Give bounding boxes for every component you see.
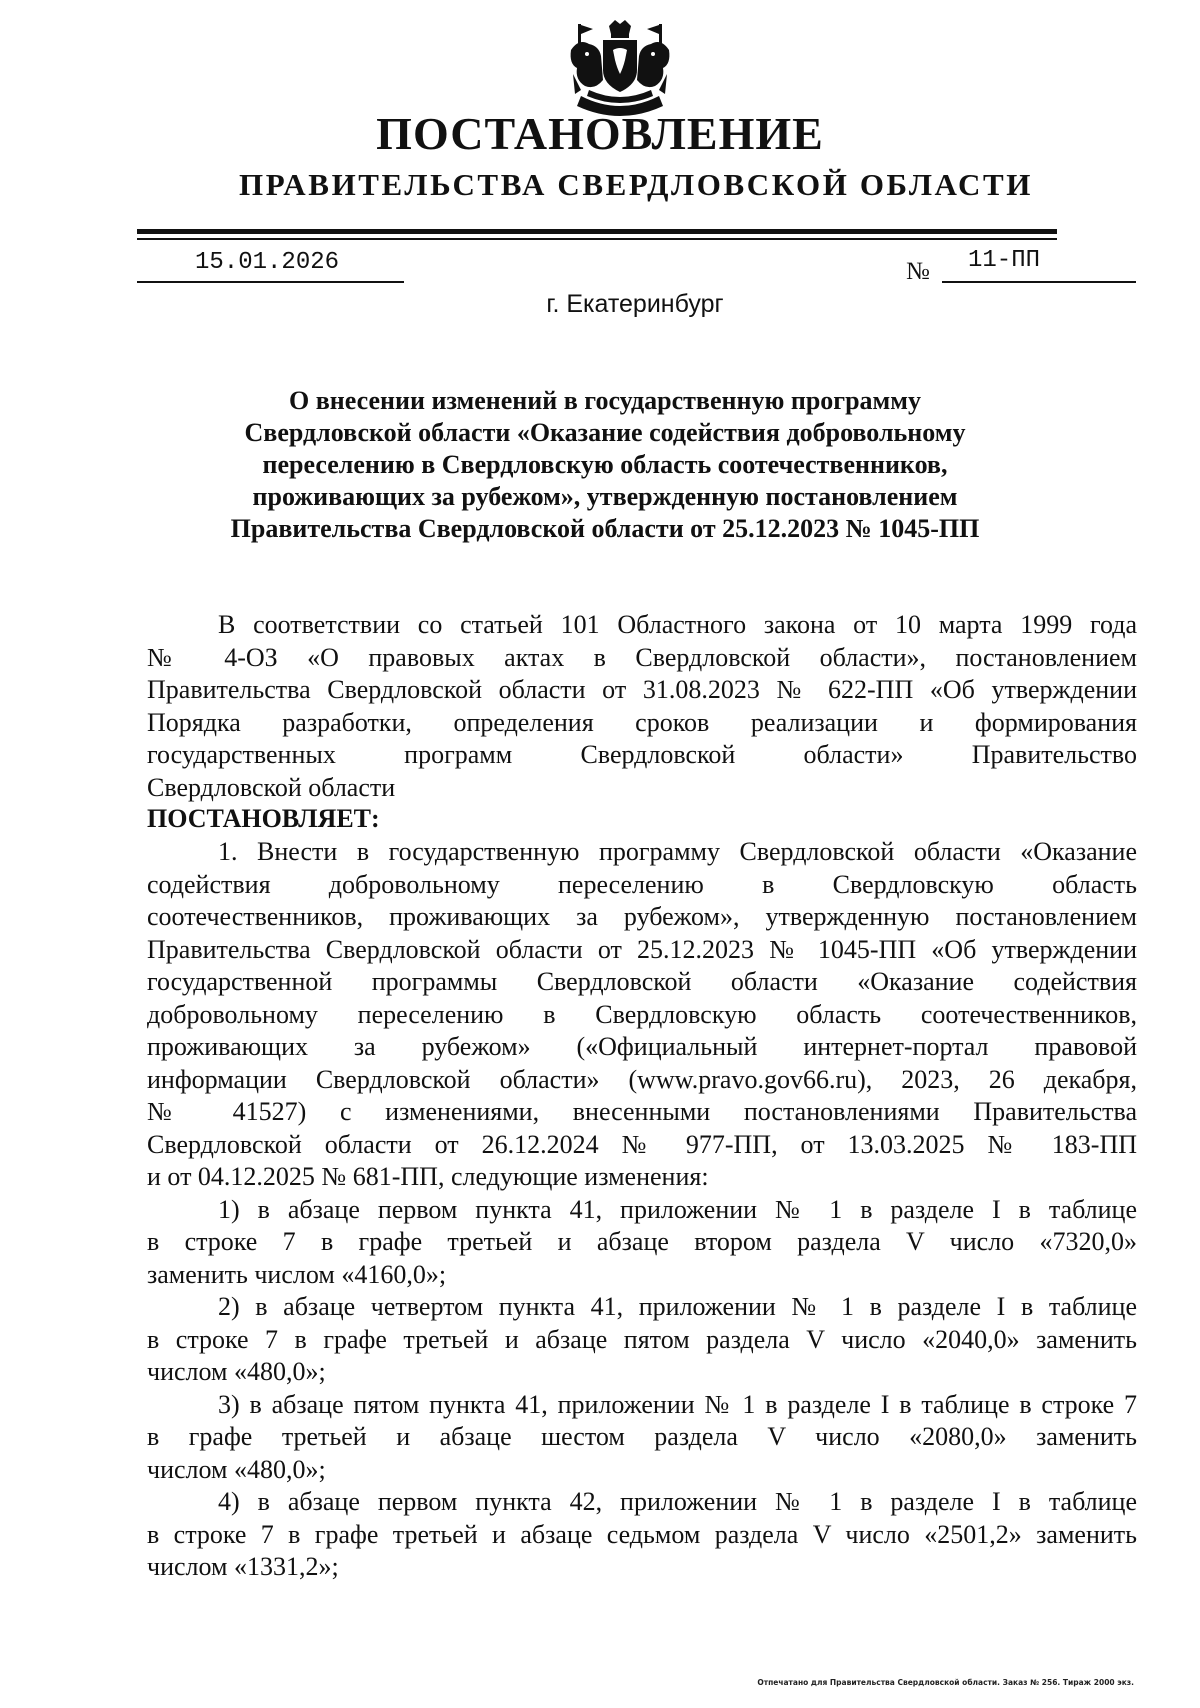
document-title-line: переселению в Свердловскую область соотечественников, — [262, 450, 948, 479]
decree-word: ПОСТАНОВЛЯЕТ: — [147, 804, 380, 833]
text-line: числом «1331,2»; — [147, 1552, 339, 1581]
text-line: в строке 7 в графе третьей и абзаце седьмом раздела V число «2501,2» заменить — [147, 1519, 1137, 1549]
print-footer: Отпечатано для Правительства Свердловской области. Заказ № 256. Тираж 2000 экз. — [757, 1678, 1134, 1687]
header-divider-thick — [137, 229, 1057, 234]
text-line: информации Свердловской области» (www.pravo.gov66.ru), 2023, 26 декабря, — [147, 1064, 1137, 1094]
text-line: Свердловской области — [147, 772, 396, 802]
document-number: 11-ПП — [968, 247, 1041, 274]
document-title-line: проживающих за рубежом», утвержденную постановлением — [252, 482, 958, 511]
text-line: в строке 7 в графе третьей и абзаце пятом раздела V число «2040,0» заменить — [147, 1324, 1137, 1354]
preamble-paragraph — [147, 609, 1137, 804]
list-item-2: 2) в абзаце четвертом пункта 41, приложении № 1 в разделе I в таблице — [218, 1292, 1137, 1321]
text-line: числом «480,0»; — [147, 1454, 326, 1484]
document-title-line: Свердловской области «Оказание содействия добровольному — [244, 418, 966, 447]
number-underline — [942, 281, 1136, 283]
text-line: государственных программ Свердловской области» Правительство — [147, 740, 1137, 769]
document-title-line: О внесении изменений в государственную программу — [289, 386, 921, 415]
text-line: в строке 7 в графе третьей и абзаце втором раздела V число «7320,0» — [147, 1227, 1137, 1256]
date-underline — [137, 281, 404, 283]
text-line: соотечественников, проживающих за рубежом», утвержденную постановлением — [147, 902, 1137, 931]
document-title-line: Правительства Свердловской области от 25.12.2023 № 1045-ПП — [230, 514, 980, 543]
text-line: Порядка разработки, определения сроков реализации и формирования — [147, 707, 1137, 737]
document-title — [230, 385, 980, 545]
document-type-title: ПОСТАНОВЛЕНИЕ — [376, 108, 824, 159]
text-line: Правительства Свердловской области от 25.12.2023 № 1045-ПП «Об утверждении — [147, 934, 1137, 964]
text-line: Правительства Свердловской области от 31.08.2023 № 622-ПП «Об утверждении — [147, 675, 1137, 704]
text-line: числом «480,0»; — [147, 1357, 326, 1386]
city-name: г. Екатеринбург — [546, 290, 724, 318]
text-line: № 4-ОЗ «О правовых актах в Свердловской области», постановлением — [147, 642, 1137, 672]
text-line: проживающих за рубежом» («Официальный интернет-портал правовой — [147, 1032, 1137, 1061]
text-line: заменить числом «4160,0»; — [147, 1259, 447, 1289]
text-line: добровольному переселению в Свердловскую область соотечественников, — [147, 999, 1137, 1029]
list-item-3: 3) в абзаце пятом пункта 41, приложении № 1 в разделе I в таблице в строке 7 — [218, 1389, 1137, 1419]
header-divider-thin — [137, 238, 1057, 240]
text-line: Свердловской области от 26.12.2024 № 977-ПП, от 13.03.2025 № 183-ПП — [147, 1129, 1137, 1159]
text-line: 1. Внести в государственную программу Свердловской области «Оказание — [218, 837, 1137, 866]
list-item-1: 1) в абзаце первом пункта 41, приложении № 1 в разделе I в таблице — [218, 1194, 1137, 1224]
amendments-list — [147, 836, 1137, 1584]
text-line: государственной программы Свердловской области «Оказание содействия — [147, 967, 1137, 996]
text-line: в графе третьей и абзаце шестом раздела V число «2080,0» заменить — [147, 1422, 1137, 1451]
document-date: 15.01.2026 — [195, 249, 340, 276]
text-line: В соответствии со статьей 101 Областного закона от 10 марта 1999 года — [218, 610, 1137, 639]
text-line: содействия добровольному переселению в Свердловскую область — [147, 869, 1137, 899]
text-line: № 41527) с изменениями, внесенными постановлениями Правительства — [147, 1097, 1137, 1126]
text-line: и от 04.12.2025 № 681-ПП, следующие изменения: — [147, 1162, 709, 1191]
number-sign: № — [906, 258, 930, 285]
list-item-4: 4) в абзаце первом пункта 42, приложении № 1 в разделе I в таблице — [218, 1487, 1137, 1516]
issuing-authority-title: ПРАВИТЕЛЬСТВА СВЕРДЛОВСКОЙ ОБЛАСТИ — [239, 167, 1033, 202]
